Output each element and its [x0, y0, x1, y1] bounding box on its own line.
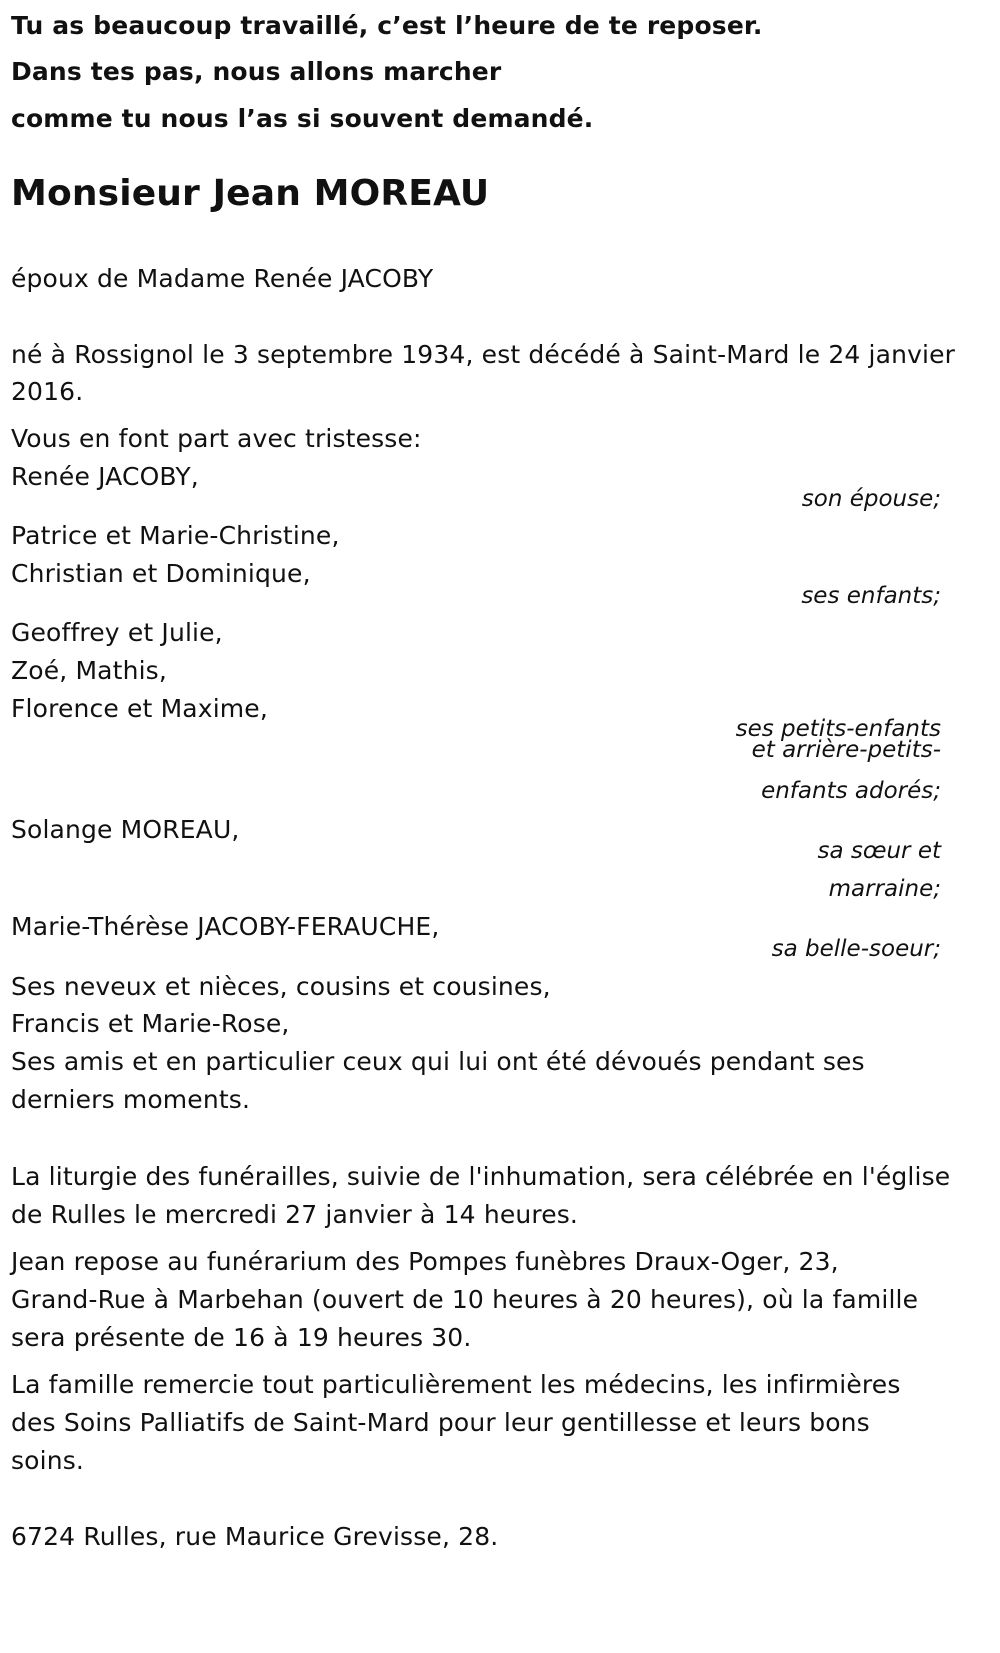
other-mourners-line: Ses amis et en particulier ceux qui lui ont été dévoués pendant ses — [11, 1047, 865, 1076]
liturgy-line: de Rulles le mercredi 27 janvier à 14 heures. — [11, 1200, 579, 1229]
relation-label: sa belle-soeur; — [771, 936, 941, 962]
relative-name: Marie-Thérèse JACOBY-FERAUCHE, — [11, 912, 440, 941]
thanks-line: La famille remercie tout particulièrement les médecins, les infirmières — [11, 1370, 901, 1399]
relative-name: Geoffrey et Julie, — [11, 618, 223, 647]
thanks-line: soins. — [11, 1446, 84, 1475]
relative-name: Florence et Maxime, — [11, 694, 268, 723]
other-mourners-line: derniers moments. — [11, 1085, 251, 1114]
relative-name: Renée JACOBY, — [11, 462, 199, 491]
birth-death-line: 2016. — [11, 377, 84, 406]
birth-death-line: né à Rossignol le 3 septembre 1934, est décédé à Saint-Mard le 24 janvier — [11, 340, 956, 369]
relation-label: son épouse; — [801, 486, 941, 512]
announcement-intro: Vous en font part avec tristesse: — [11, 424, 422, 453]
relation-label: enfants adorés; — [761, 778, 941, 804]
verse-line-3: comme tu nous l’as si souvent demandé. — [11, 104, 594, 133]
funerarium-line: sera présente de 16 à 19 heures 30. — [11, 1323, 472, 1352]
deceased-name: Monsieur Jean MOREAU — [11, 173, 490, 214]
relative-name: Zoé, Mathis, — [11, 656, 167, 685]
relative-name: Christian et Dominique, — [11, 559, 311, 588]
funerarium-line: Jean repose au funérarium des Pompes funèbres Draux-Oger, 23, — [11, 1247, 839, 1276]
family-address: 6724 Rulles, rue Maurice Grevisse, 28. — [11, 1522, 499, 1551]
thanks-line: des Soins Palliatifs de Saint-Mard pour leur gentillesse et leurs bons — [11, 1408, 870, 1437]
relation-label: ses enfants; — [801, 583, 941, 609]
relative-name: Patrice et Marie-Christine, — [11, 521, 340, 550]
verse-line-1: Tu as beaucoup travaillé, c’est l’heure de te reposer. — [11, 11, 763, 40]
spouse-line: époux de Madame Renée JACOBY — [11, 264, 434, 293]
relation-label: sa sœur et — [817, 838, 941, 864]
liturgy-line: La liturgie des funérailles, suivie de l'inhumation, sera célébrée en l'église — [11, 1162, 951, 1191]
other-mourners-line: Ses neveux et nièces, cousins et cousines, — [11, 972, 551, 1001]
relation-label: ses petits-enfants — [735, 716, 941, 742]
other-mourners-line: Francis et Marie-Rose, — [11, 1009, 290, 1038]
relation-label: et arrière-petits- — [751, 737, 941, 763]
relation-label: marraine; — [828, 876, 941, 902]
relative-name: Solange MOREAU, — [11, 815, 240, 844]
verse-line-2: Dans tes pas, nous allons marcher — [11, 57, 502, 86]
funerarium-line: Grand-Rue à Marbehan (ouvert de 10 heures à 20 heures), où la famille — [11, 1285, 919, 1314]
